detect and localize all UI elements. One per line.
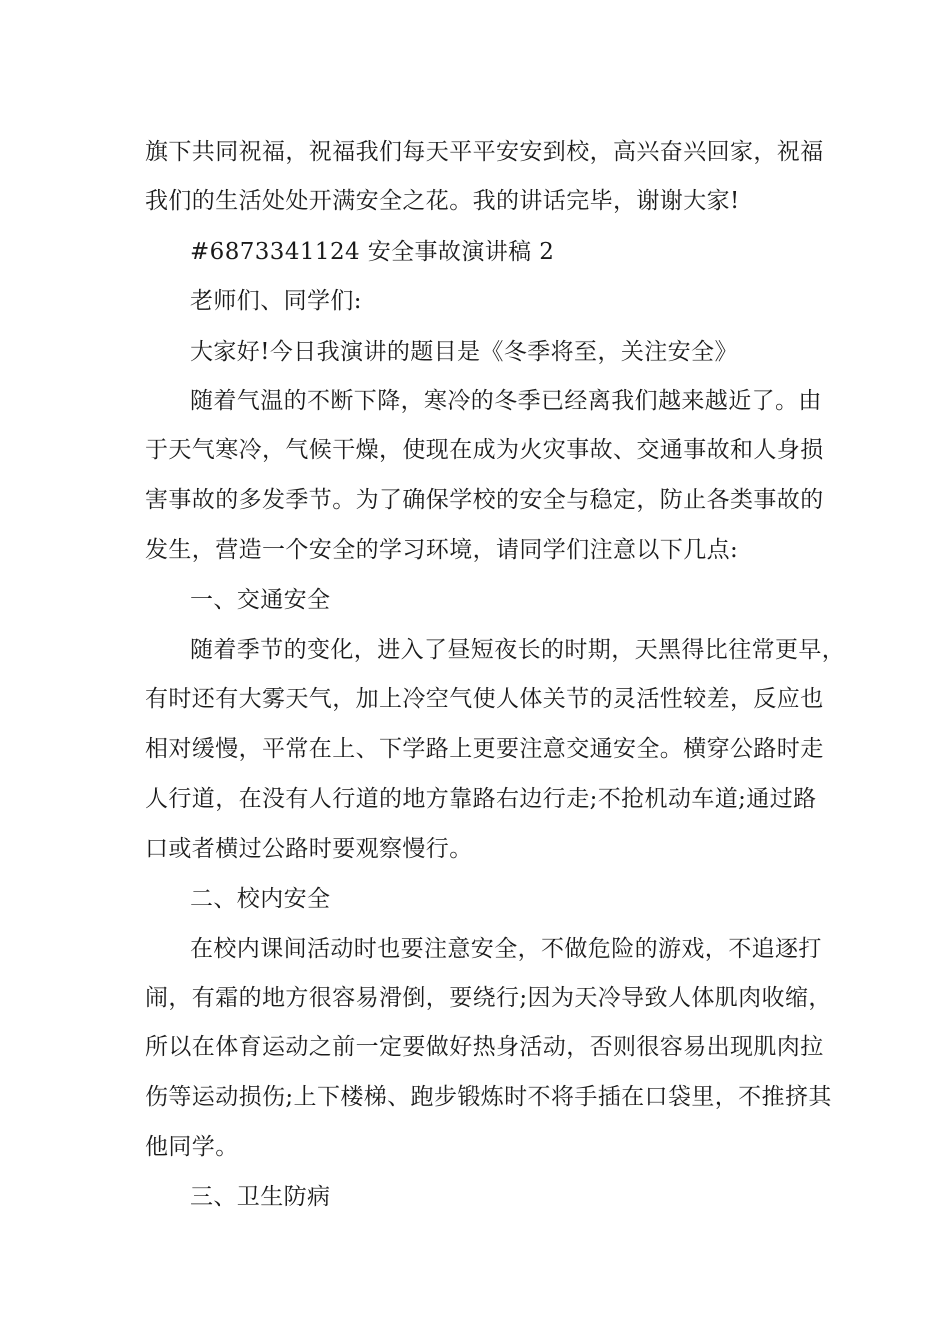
section-heading: 三、卫生防病 [190, 1184, 331, 1210]
paragraph-line: 害事故的多发季节。为了确保学校的安全与稳定，防止各类事故的 [145, 487, 824, 513]
paragraph-line: 随着季节的变化，进入了昼短夜长的时期，天黑得比往常更早， [190, 637, 846, 663]
paragraph-line: 所以在体育运动之前一定要做好热身活动，否则很容易出现肌肉拉 [145, 1034, 824, 1060]
paragraph-line: 于天气寒冷，气候干燥，使现在成为火灾事故、交通事故和人身损 [145, 437, 824, 463]
paragraph-line: 旗下共同祝福，祝福我们每天平平安安到校，高兴奋兴回家，祝福 [145, 139, 824, 165]
paragraph-line: 人行道，在没有人行道的地方靠路右边行走;不抢机动车道;通过路 [145, 786, 817, 812]
paragraph-line: 在校内课间活动时也要注意安全，不做危险的游戏，不追逐打 [190, 936, 822, 962]
paragraph-line: 他同学。 [145, 1134, 239, 1160]
section-heading: 一、交通安全 [190, 587, 331, 613]
paragraph-line: 口或者横过公路时要观察慢行。 [145, 836, 473, 862]
paragraph-line: 我们的生活处处开满安全之花。我的讲话完毕，谢谢大家! [145, 188, 740, 214]
section-heading: 二、校内安全 [190, 886, 331, 912]
paragraph-line: 伤等运动损伤;上下楼梯、跑步锻炼时不将手插在口袋里，不推挤其 [145, 1084, 832, 1110]
paragraph-line: 相对缓慢，平常在上、下学路上更要注意交通安全。横穿公路时走 [145, 736, 824, 762]
section-title: #6873341124 安全事故演讲稿 2 [190, 239, 555, 265]
paragraph-line: 有时还有大雾天气，加上冷空气使人体关节的灵活性较差，反应也 [145, 686, 824, 712]
salutation: 老师们、同学们: [190, 288, 362, 314]
paragraph-line: 闹，有霜的地方很容易滑倒，要绕行;因为天冷导致人体肌肉收缩， [145, 985, 832, 1011]
paragraph-line: 随着气温的不断下降，寒冷的冬季已经离我们越来越近了。由 [190, 388, 822, 414]
paragraph-line: 发生，营造一个安全的学习环境，请同学们注意以下几点: [145, 537, 739, 563]
paragraph-line: 大家好!今日我演讲的题目是《冬季将至，关注安全》 [190, 339, 738, 365]
